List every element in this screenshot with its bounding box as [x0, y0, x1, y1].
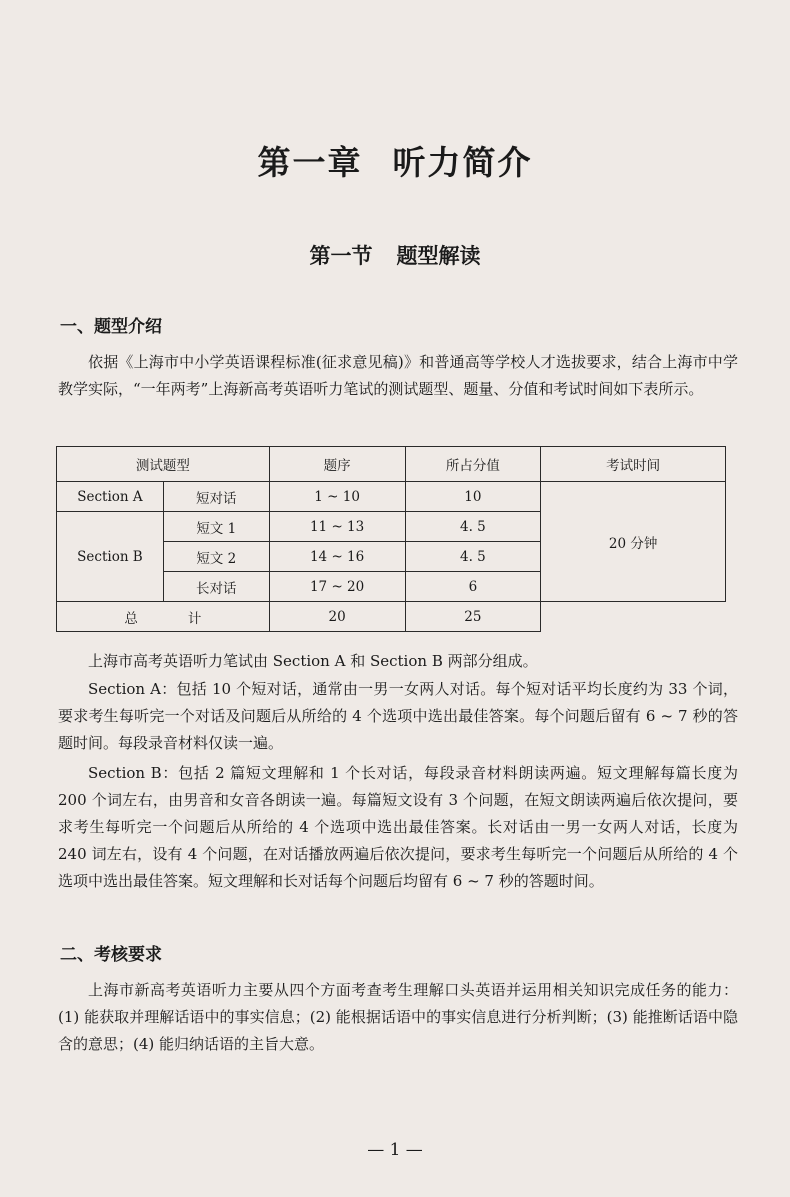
header-order: 题序 — [269, 447, 405, 482]
section-title — [0, 240, 790, 270]
table-row — [57, 482, 726, 512]
requirements-paragraph: 上海市新高考英语听力主要从四个方面考查考生理解口头英语并运用相关知识完成任务的能力：(1) 能获取并理解话语中的事实信息；(2) 能根据话语中的事实信息进行分析判断；(3) 能推断话语中隐含的意思；(4) 能归纳话语的主旨大意。 — [58, 981, 738, 1053]
row-type: 短对话 — [163, 482, 269, 512]
header-type: 测试题型 — [57, 447, 270, 482]
table-header-row — [57, 447, 726, 482]
chapter-name: 听力简介 — [392, 143, 533, 182]
header-score: 所占分值 — [405, 447, 541, 482]
page-number: — 1 — — [367, 1140, 423, 1160]
chapter-number: 第一章 — [257, 143, 363, 182]
row-order: 11 ~ 13 — [269, 512, 405, 542]
row-score: 10 — [405, 482, 541, 512]
section-b-label: Section B — [57, 512, 164, 602]
row-type: 短文 2 — [163, 542, 269, 572]
section-name: 题型解读 — [396, 244, 481, 268]
section-a-label: Section A — [57, 482, 164, 512]
row-score: 4. 5 — [405, 542, 541, 572]
exam-time: 20 分钟 — [541, 482, 726, 602]
header-time: 考试时间 — [541, 447, 726, 482]
row-order: 17 ~ 20 — [269, 572, 405, 602]
row-order: 14 ~ 16 — [269, 542, 405, 572]
total-label: 总 计 — [57, 602, 270, 632]
total-score: 25 — [405, 602, 541, 632]
intro-paragraph: 依据《上海市中小学英语课程标准(征求意见稿)》和普通高等学校人才选拔要求，结合上海市中学教学实际，“一年两考”上海新高考英语听力笔试的测试题型、题量、分值和考试时间如下表所示。 — [58, 353, 738, 398]
table-total-row — [57, 602, 726, 632]
chapter-title — [0, 137, 790, 184]
part1-heading: 一、题型介绍 — [60, 317, 162, 337]
part2-heading: 二、考核要求 — [60, 945, 162, 965]
row-type: 短文 1 — [163, 512, 269, 542]
row-score: 4. 5 — [405, 512, 541, 542]
section-a-paragraph: Section A：包括 10 个短对话，通常由一男一女两人对话。每个短对话平均长度约为 33 个词，要求考生每听完一个对话及问题后从所给的 4 个选项中选出最佳答案。每个问题后留有 6 ~ 7 秒的答题时间。每段录音材料仅读一遍。 — [58, 680, 738, 752]
row-type: 长对话 — [163, 572, 269, 602]
row-order: 1 ~ 10 — [269, 482, 405, 512]
total-order: 20 — [269, 602, 405, 632]
summary-paragraph: 上海市高考英语听力笔试由 Section A 和 Section B 两部分组成。 — [88, 652, 538, 670]
section-b-paragraph: Section B：包括 2 篇短文理解和 1 个长对话，每段录音材料朗读两遍。短文理解每篇长度为 200 个词左右，由男音和女音各朗读一遍。每篇短文设有 3 个问题，在短文朗读两遍后依次提问，要求考生每听完一个问题后从所给的 4 个选项中选出最佳答案。长对话由一男一女两人对话，长度为 240 词左右，设有 4 个问题，在对话播放两遍后依次提问，要求考生每听完一个问题后从所给的 4 个选项中选出最佳答案。短文理解和长对话每个问题后均留有 6 ~ 7 秒的答题时间。 — [58, 764, 738, 890]
exam-format-table — [56, 446, 726, 632]
row-score: 6 — [405, 572, 541, 602]
section-number: 第一节 — [309, 244, 373, 268]
